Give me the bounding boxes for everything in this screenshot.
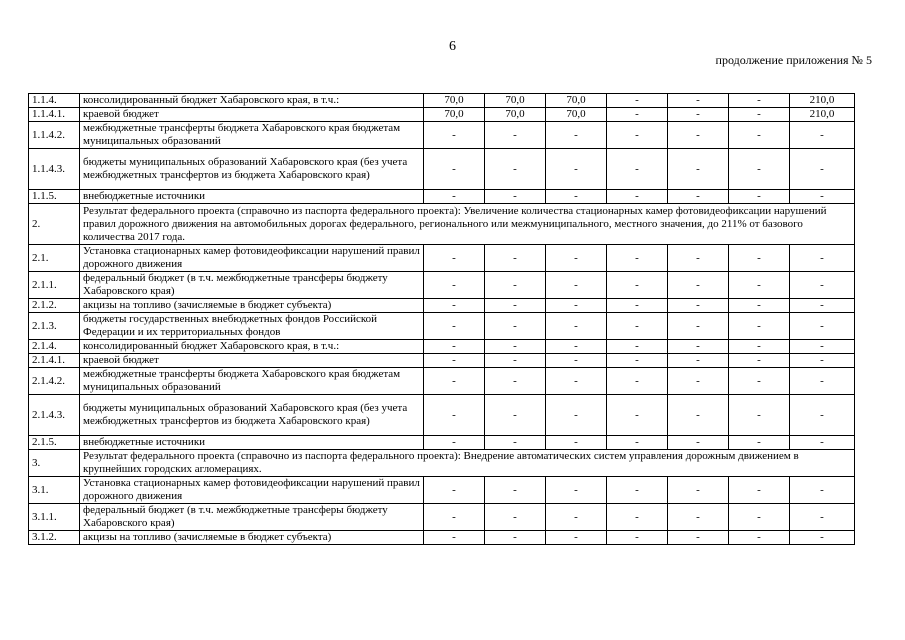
row-total: - [790,272,855,299]
row-value: - [729,531,790,545]
row-code: 3. [29,450,80,477]
row-value: - [546,340,607,354]
row-name: бюджеты муниципальных образований Хабаровского края (без учета межбюджетных трансфертов из бюджета Хабаровского края) [80,395,424,436]
row-value: - [668,531,729,545]
row-total: - [790,122,855,149]
row-value: - [485,477,546,504]
row-value: - [729,149,790,190]
row-total: - [790,299,855,313]
row-total: - [790,368,855,395]
row-total: 210,0 [790,94,855,108]
row-value: - [668,354,729,368]
row-code: 2.1.4.1. [29,354,80,368]
row-value: - [607,245,668,272]
row-value: - [546,354,607,368]
row-value: - [546,190,607,204]
row-code: 3.1. [29,477,80,504]
row-total: - [790,313,855,340]
table-row [29,122,855,149]
row-value: - [424,395,485,436]
row-value: - [546,313,607,340]
row-value: - [546,504,607,531]
row-value: - [607,436,668,450]
row-code: 2.1.3. [29,313,80,340]
row-value: - [485,395,546,436]
row-code: 2.1. [29,245,80,272]
row-value: - [668,299,729,313]
row-value: 70,0 [424,108,485,122]
row-value: - [668,272,729,299]
row-value: - [607,190,668,204]
table-row [29,450,855,477]
row-total: - [790,436,855,450]
row-name: бюджеты государственных внебюджетных фондов Российской Федерации и их территориальных фондов [80,313,424,340]
row-value: - [607,395,668,436]
row-value: - [424,122,485,149]
row-value: - [607,149,668,190]
row-total: - [790,340,855,354]
row-total: - [790,190,855,204]
row-value: - [546,395,607,436]
row-value: - [546,531,607,545]
row-value: - [424,354,485,368]
row-value: 70,0 [546,94,607,108]
table-row [29,368,855,395]
row-value: - [546,149,607,190]
row-value: 70,0 [424,94,485,108]
row-value: - [485,122,546,149]
row-value: - [729,395,790,436]
row-value: - [668,313,729,340]
row-value: - [485,272,546,299]
row-value: - [424,245,485,272]
row-value: - [424,272,485,299]
row-code: 2. [29,204,80,245]
row-value: - [424,531,485,545]
row-value: - [485,190,546,204]
row-value: - [729,190,790,204]
row-value: - [668,395,729,436]
row-name: краевой бюджет [80,108,424,122]
row-value: - [607,272,668,299]
row-name: акцизы на топливо (зачисляемые в бюджет субъекта) [80,299,424,313]
row-value: - [485,340,546,354]
table-row [29,477,855,504]
row-value: - [607,504,668,531]
row-code: 1.1.4.2. [29,122,80,149]
row-name: Установка стационарных камер фотовидеофиксации нарушений правил дорожного движения [80,245,424,272]
row-value: - [485,504,546,531]
row-value: - [668,340,729,354]
row-value: - [729,354,790,368]
row-value: - [546,299,607,313]
row-name: бюджеты муниципальных образований Хабаровского края (без учета межбюджетных трансфертов из бюджета Хабаровского края) [80,149,424,190]
row-value: - [424,340,485,354]
row-value: - [424,477,485,504]
row-value: - [424,190,485,204]
row-name: федеральный бюджет (в т.ч. межбюджетные трансферы бюджету Хабаровского края) [80,272,424,299]
row-value: - [729,272,790,299]
row-code: 3.1.2. [29,531,80,545]
row-value: - [607,122,668,149]
row-value: - [668,504,729,531]
row-value: - [668,108,729,122]
row-name: федеральный бюджет (в т.ч. межбюджетные трансферы бюджету Хабаровского края) [80,504,424,531]
row-code: 2.1.2. [29,299,80,313]
row-value: - [424,504,485,531]
row-value: - [607,531,668,545]
row-value: - [546,272,607,299]
row-value: - [668,245,729,272]
row-code: 1.1.4.3. [29,149,80,190]
row-code: 1.1.4. [29,94,80,108]
table-row [29,436,855,450]
row-total: 210,0 [790,108,855,122]
row-name: консолидированный бюджет Хабаровского края, в т.ч.: [80,340,424,354]
row-total: - [790,504,855,531]
page-number: 6 [449,39,456,54]
row-code: 1.1.4.1. [29,108,80,122]
row-name: Установка стационарных камер фотовидеофиксации нарушений правил дорожного движения [80,477,424,504]
row-value: - [668,477,729,504]
row-value: - [485,299,546,313]
row-value: - [729,436,790,450]
row-value: - [424,149,485,190]
budget-table [28,93,855,545]
row-value: - [546,477,607,504]
table-row [29,245,855,272]
row-value: - [668,94,729,108]
continuation-note: продолжение приложения № 5 [715,53,872,67]
row-value: - [546,122,607,149]
table-row [29,313,855,340]
row-value: - [607,477,668,504]
row-value: - [729,313,790,340]
row-value: - [607,313,668,340]
row-value: - [607,354,668,368]
result-description: Результат федерального проекта (справочно из паспорта федерального проекта): Увеличение количества стационарных камер фотовидеофиксации нарушений правил дорожного движения на автомобильных дорогах федерального, регионального или межмуниципального, местного значения, до 211% от базового количества 2017 года. [80,204,855,245]
row-value: - [668,122,729,149]
row-name: внебюджетные источники [80,436,424,450]
row-value: - [424,299,485,313]
table-row [29,299,855,313]
table-row [29,108,855,122]
row-name: межбюджетные трансферты бюджета Хабаровского края бюджетам муниципальных образований [80,122,424,149]
row-name: консолидированный бюджет Хабаровского края, в т.ч.: [80,94,424,108]
table-row [29,190,855,204]
table-row [29,149,855,190]
row-code: 2.1.1. [29,272,80,299]
row-value: 70,0 [546,108,607,122]
row-value: - [668,190,729,204]
row-value: 70,0 [485,94,546,108]
row-value: - [485,313,546,340]
table-row [29,395,855,436]
row-value: - [607,108,668,122]
row-value: - [607,340,668,354]
table-row [29,204,855,245]
row-value: - [607,368,668,395]
row-value: - [485,368,546,395]
row-value: - [546,436,607,450]
row-value: - [485,149,546,190]
row-value: - [485,354,546,368]
row-value: - [607,94,668,108]
row-total: - [790,531,855,545]
row-name: краевой бюджет [80,354,424,368]
table-row [29,272,855,299]
row-value: - [668,149,729,190]
row-value: - [485,531,546,545]
row-value: - [729,504,790,531]
row-value: 70,0 [485,108,546,122]
row-code: 1.1.5. [29,190,80,204]
row-value: - [729,94,790,108]
row-value: - [424,368,485,395]
row-total: - [790,149,855,190]
row-code: 2.1.4. [29,340,80,354]
row-total: - [790,354,855,368]
row-total: - [790,245,855,272]
row-value: - [729,122,790,149]
row-value: - [729,299,790,313]
row-total: - [790,477,855,504]
row-value: - [668,436,729,450]
row-total: - [790,395,855,436]
row-code: 3.1.1. [29,504,80,531]
row-value: - [729,108,790,122]
row-value: - [546,245,607,272]
row-code: 2.1.5. [29,436,80,450]
table-row [29,354,855,368]
row-value: - [729,477,790,504]
row-value: - [485,245,546,272]
table-row [29,340,855,354]
row-name: межбюджетные трансферты бюджета Хабаровского края бюджетам муниципальных образований [80,368,424,395]
row-value: - [729,368,790,395]
table-row [29,94,855,108]
row-code: 2.1.4.3. [29,395,80,436]
table-row [29,531,855,545]
table-row [29,504,855,531]
row-name: акцизы на топливо (зачисляемые в бюджет субъекта) [80,531,424,545]
row-value: - [485,436,546,450]
row-value: - [424,436,485,450]
row-value: - [546,368,607,395]
row-code: 2.1.4.2. [29,368,80,395]
row-name: внебюджетные источники [80,190,424,204]
row-value: - [424,313,485,340]
row-value: - [729,340,790,354]
row-value: - [668,368,729,395]
row-value: - [607,299,668,313]
result-description: Результат федерального проекта (справочно из паспорта федерального проекта): Внедрение автоматических систем управления дорожным движением в крупнейших городских агломерациях. [80,450,855,477]
row-value: - [729,245,790,272]
